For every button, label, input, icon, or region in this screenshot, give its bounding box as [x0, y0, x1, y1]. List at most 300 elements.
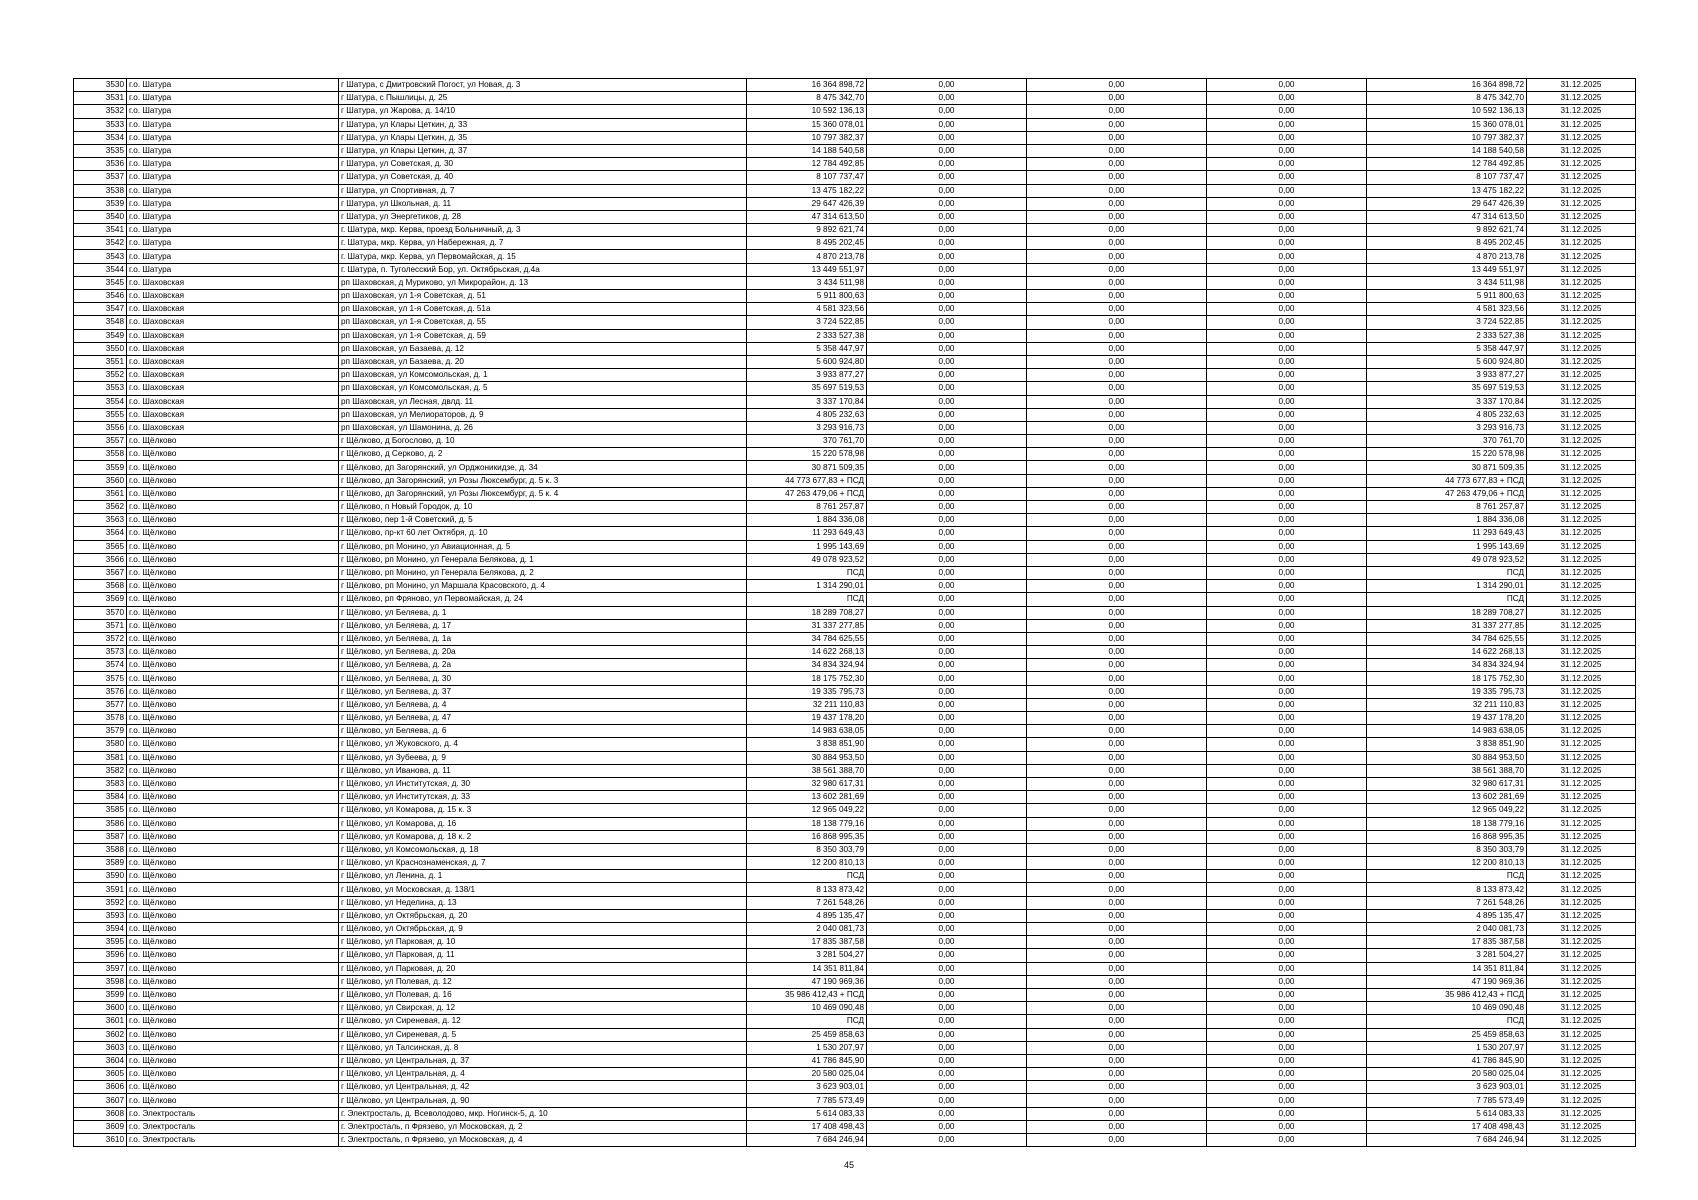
table-row: [74, 1028, 1636, 1041]
table-row: [74, 580, 1636, 593]
funds-cell-3: 0,00: [1207, 224, 1367, 237]
table-row: [74, 1094, 1636, 1107]
municipality-cell: г.о. Щёлково: [127, 843, 339, 856]
funds-cell-1: 0,00: [867, 1041, 1027, 1054]
address-cell: г Щёлково, ул Беляева, д. 20а: [339, 646, 747, 659]
total-cost-cell: 3 337 170,84: [747, 395, 867, 408]
table-row: [74, 276, 1636, 289]
funds-cell-2: 0,00: [1027, 1081, 1207, 1094]
funds-cell-2: 0,00: [1027, 263, 1207, 276]
owners-funds-cell: 30 884 953,50: [1367, 751, 1527, 764]
funds-cell-2: 0,00: [1027, 553, 1207, 566]
funds-cell-2: 0,00: [1027, 685, 1207, 698]
funds-cell-1: 0,00: [867, 619, 1027, 632]
row-number: 3563: [74, 514, 127, 527]
row-number: 3594: [74, 923, 127, 936]
funds-cell-2: 0,00: [1027, 751, 1207, 764]
funds-cell-2: 0,00: [1027, 329, 1207, 342]
funds-cell-3: 0,00: [1207, 118, 1367, 131]
owners-funds-cell: 2 333 527,38: [1367, 329, 1527, 342]
funds-cell-3: 0,00: [1207, 777, 1367, 790]
row-number: 3604: [74, 1054, 127, 1067]
row-number: 3600: [74, 1002, 127, 1015]
address-cell: г Щёлково, рп Монино, ул Генерала Белякова, д. 2: [339, 566, 747, 579]
funds-cell-3: 0,00: [1207, 1028, 1367, 1041]
total-cost-cell: 13 475 182,22: [747, 184, 867, 197]
table-row: [74, 316, 1636, 329]
address-cell: г Щёлково, ул Беляева, д. 4: [339, 698, 747, 711]
deadline-cell: 31.12.2025: [1527, 158, 1636, 171]
deadline-cell: 31.12.2025: [1527, 725, 1636, 738]
row-number: 3536: [74, 158, 127, 171]
funds-cell-2: 0,00: [1027, 408, 1207, 421]
table-row: [74, 224, 1636, 237]
funds-cell-3: 0,00: [1207, 962, 1367, 975]
address-cell: г Щёлково, ул Центральная, д. 37: [339, 1054, 747, 1067]
total-cost-cell: 29 647 426,39: [747, 197, 867, 210]
funds-cell-1: 0,00: [867, 1015, 1027, 1028]
row-number: 3531: [74, 92, 127, 105]
owners-funds-cell: 19 437 178,20: [1367, 712, 1527, 725]
municipality-cell: г.о. Шаховская: [127, 342, 339, 355]
address-cell: г Щёлково, ул Сиреневая, д. 12: [339, 1015, 747, 1028]
total-cost-cell: 1 314 290,01: [747, 580, 867, 593]
funds-cell-1: 0,00: [867, 751, 1027, 764]
municipality-cell: г.о. Щёлково: [127, 949, 339, 962]
owners-funds-cell: 32 211 110,83: [1367, 698, 1527, 711]
total-cost-cell: 9 892 621,74: [747, 224, 867, 237]
funds-cell-2: 0,00: [1027, 817, 1207, 830]
deadline-cell: 31.12.2025: [1527, 646, 1636, 659]
municipality-cell: г.о. Шатура: [127, 158, 339, 171]
funds-cell-3: 0,00: [1207, 1081, 1367, 1094]
row-number: 3546: [74, 290, 127, 303]
row-number: 3560: [74, 474, 127, 487]
deadline-cell: 31.12.2025: [1527, 936, 1636, 949]
table-row: [74, 698, 1636, 711]
municipality-cell: г.о. Щёлково: [127, 1081, 339, 1094]
total-cost-cell: ПСД: [747, 593, 867, 606]
total-cost-cell: 35 697 519,53: [747, 382, 867, 395]
municipality-cell: г.о. Щёлково: [127, 923, 339, 936]
municipality-cell: г.о. Щёлково: [127, 975, 339, 988]
table-row: [74, 527, 1636, 540]
funds-cell-2: 0,00: [1027, 342, 1207, 355]
table-row: [74, 1054, 1636, 1067]
funds-cell-2: 0,00: [1027, 461, 1207, 474]
municipality-cell: г.о. Шаховская: [127, 303, 339, 316]
row-number: 3532: [74, 105, 127, 118]
row-number: 3548: [74, 316, 127, 329]
funds-cell-1: 0,00: [867, 817, 1027, 830]
table-row: [74, 777, 1636, 790]
funds-cell-3: 0,00: [1207, 949, 1367, 962]
municipality-cell: г.о. Щёлково: [127, 514, 339, 527]
municipality-cell: г.о. Щёлково: [127, 830, 339, 843]
owners-funds-cell: 14 983 638,05: [1367, 725, 1527, 738]
funds-cell-3: 0,00: [1207, 804, 1367, 817]
total-cost-cell: ПСД: [747, 870, 867, 883]
deadline-cell: 31.12.2025: [1527, 580, 1636, 593]
row-number: 3575: [74, 672, 127, 685]
municipality-cell: г.о. Щёлково: [127, 1054, 339, 1067]
owners-funds-cell: 11 293 649,43: [1367, 527, 1527, 540]
row-number: 3597: [74, 962, 127, 975]
row-number: 3565: [74, 540, 127, 553]
funds-cell-3: 0,00: [1207, 158, 1367, 171]
address-cell: г Шатура, ул Советская, д. 40: [339, 171, 747, 184]
deadline-cell: 31.12.2025: [1527, 896, 1636, 909]
table-row: [74, 1015, 1636, 1028]
deadline-cell: 31.12.2025: [1527, 540, 1636, 553]
table-row: [74, 263, 1636, 276]
funds-cell-1: 0,00: [867, 355, 1027, 368]
funds-cell-2: 0,00: [1027, 1068, 1207, 1081]
funds-cell-3: 0,00: [1207, 712, 1367, 725]
owners-funds-cell: 8 350 303,79: [1367, 843, 1527, 856]
municipality-cell: г.о. Щёлково: [127, 540, 339, 553]
address-cell: г Щёлково, ул Институтская, д. 30: [339, 777, 747, 790]
funds-cell-3: 0,00: [1207, 144, 1367, 157]
owners-funds-cell: 9 892 621,74: [1367, 224, 1527, 237]
owners-funds-cell: 13 602 281,69: [1367, 791, 1527, 804]
table-row: [74, 408, 1636, 421]
deadline-cell: 31.12.2025: [1527, 342, 1636, 355]
funds-cell-2: 0,00: [1027, 593, 1207, 606]
address-cell: г Щёлково, ул Беляева, д. 30: [339, 672, 747, 685]
address-cell: г Щёлково, дп Загорянский, ул Орджоникидзе, д. 34: [339, 461, 747, 474]
table-row: [74, 751, 1636, 764]
row-number: 3544: [74, 263, 127, 276]
funds-cell-2: 0,00: [1027, 224, 1207, 237]
funds-cell-2: 0,00: [1027, 619, 1207, 632]
funds-cell-2: 0,00: [1027, 514, 1207, 527]
owners-funds-cell: 3 293 916,73: [1367, 421, 1527, 434]
funds-cell-2: 0,00: [1027, 276, 1207, 289]
funds-cell-2: 0,00: [1027, 369, 1207, 382]
deadline-cell: 31.12.2025: [1527, 92, 1636, 105]
address-cell: г Шатура, ул Клары Цеткин, д. 33: [339, 118, 747, 131]
funds-cell-2: 0,00: [1027, 923, 1207, 936]
address-cell: г Щёлково, ул Ленина, д. 1: [339, 870, 747, 883]
page-number: 45: [843, 1160, 854, 1170]
owners-funds-cell: 3 933 877,27: [1367, 369, 1527, 382]
deadline-cell: 31.12.2025: [1527, 1041, 1636, 1054]
deadline-cell: 31.12.2025: [1527, 804, 1636, 817]
funds-cell-3: 0,00: [1207, 870, 1367, 883]
address-cell: г Щёлково, ул Беляева, д. 2а: [339, 659, 747, 672]
table-row: [74, 857, 1636, 870]
municipality-cell: г.о. Шатура: [127, 184, 339, 197]
funds-cell-1: 0,00: [867, 606, 1027, 619]
total-cost-cell: 3 293 916,73: [747, 421, 867, 434]
deadline-cell: 31.12.2025: [1527, 738, 1636, 751]
row-number: 3555: [74, 408, 127, 421]
funds-cell-1: 0,00: [867, 975, 1027, 988]
total-cost-cell: 7 261 548,26: [747, 896, 867, 909]
owners-funds-cell: 7 785 573,49: [1367, 1094, 1527, 1107]
owners-funds-cell: 44 773 677,83 + ПСД: [1367, 474, 1527, 487]
funds-cell-2: 0,00: [1027, 870, 1207, 883]
row-number: 3576: [74, 685, 127, 698]
table-row: [74, 342, 1636, 355]
row-number: 3557: [74, 435, 127, 448]
address-cell: г Щёлково, д Богослово, д. 10: [339, 435, 747, 448]
funds-cell-2: 0,00: [1027, 1134, 1207, 1147]
table-row: [74, 1134, 1636, 1147]
funds-cell-1: 0,00: [867, 646, 1027, 659]
table-row: [74, 632, 1636, 645]
address-cell: г Шатура, ул Клары Цеткин, д. 37: [339, 144, 747, 157]
total-cost-cell: 35 986 412,43 + ПСД: [747, 988, 867, 1001]
table-row: [74, 197, 1636, 210]
funds-cell-2: 0,00: [1027, 962, 1207, 975]
municipality-cell: г.о. Щёлково: [127, 777, 339, 790]
funds-cell-2: 0,00: [1027, 210, 1207, 223]
address-cell: г Щёлково, рп Монино, ул Авиационная, д. 5: [339, 540, 747, 553]
address-cell: г Щёлково, рп Монино, ул Маршала Красовского, д. 4: [339, 580, 747, 593]
address-cell: г Щёлково, ул Краснознаменская, д. 7: [339, 857, 747, 870]
funds-cell-2: 0,00: [1027, 237, 1207, 250]
row-number: 3562: [74, 501, 127, 514]
funds-cell-3: 0,00: [1207, 527, 1367, 540]
deadline-cell: 31.12.2025: [1527, 250, 1636, 263]
address-cell: г Щёлково, ул Свирская, д. 12: [339, 1002, 747, 1015]
total-cost-cell: 16 364 898,72: [747, 79, 867, 92]
owners-funds-cell: 17 408 498,43: [1367, 1120, 1527, 1133]
owners-funds-cell: 12 784 492,85: [1367, 158, 1527, 171]
deadline-cell: 31.12.2025: [1527, 79, 1636, 92]
total-cost-cell: 25 459 858,63: [747, 1028, 867, 1041]
deadline-cell: 31.12.2025: [1527, 144, 1636, 157]
row-number: 3601: [74, 1015, 127, 1028]
owners-funds-cell: 38 561 388,70: [1367, 764, 1527, 777]
municipality-cell: г.о. Щёлково: [127, 817, 339, 830]
total-cost-cell: 8 107 737,47: [747, 171, 867, 184]
funds-cell-2: 0,00: [1027, 1028, 1207, 1041]
funds-cell-3: 0,00: [1207, 659, 1367, 672]
funds-cell-1: 0,00: [867, 408, 1027, 421]
deadline-cell: 31.12.2025: [1527, 659, 1636, 672]
address-cell: г Шатура, ул Жарова, д. 14/10: [339, 105, 747, 118]
row-number: 3559: [74, 461, 127, 474]
deadline-cell: 31.12.2025: [1527, 276, 1636, 289]
table-row: [74, 461, 1636, 474]
municipality-cell: г.о. Щёлково: [127, 474, 339, 487]
table-row: [74, 896, 1636, 909]
address-cell: г. Шатура, п. Туголесский Бор, ул. Октябрьская, д.4а: [339, 263, 747, 276]
funds-cell-1: 0,00: [867, 342, 1027, 355]
municipality-cell: г.о. Шатура: [127, 197, 339, 210]
funds-cell-2: 0,00: [1027, 540, 1207, 553]
funds-cell-1: 0,00: [867, 843, 1027, 856]
row-number: 3534: [74, 131, 127, 144]
table-row: [74, 619, 1636, 632]
deadline-cell: 31.12.2025: [1527, 197, 1636, 210]
address-cell: рп Шаховская, ул Мелиораторов, д. 9: [339, 408, 747, 421]
municipality-cell: г.о. Щёлково: [127, 527, 339, 540]
deadline-cell: 31.12.2025: [1527, 184, 1636, 197]
table-row: [74, 382, 1636, 395]
funds-cell-2: 0,00: [1027, 672, 1207, 685]
address-cell: г Шатура, ул Школьная, д. 11: [339, 197, 747, 210]
funds-cell-3: 0,00: [1207, 474, 1367, 487]
funds-cell-1: 0,00: [867, 857, 1027, 870]
total-cost-cell: 8 133 873,42: [747, 883, 867, 896]
owners-funds-cell: 3 337 170,84: [1367, 395, 1527, 408]
owners-funds-cell: 5 911 800,63: [1367, 290, 1527, 303]
total-cost-cell: 5 614 083,33: [747, 1107, 867, 1120]
funds-cell-3: 0,00: [1207, 566, 1367, 579]
deadline-cell: 31.12.2025: [1527, 593, 1636, 606]
funds-cell-3: 0,00: [1207, 131, 1367, 144]
table-row: [74, 975, 1636, 988]
funds-cell-1: 0,00: [867, 659, 1027, 672]
deadline-cell: 31.12.2025: [1527, 290, 1636, 303]
total-cost-cell: 13 602 281,69: [747, 791, 867, 804]
deadline-cell: 31.12.2025: [1527, 764, 1636, 777]
funds-cell-3: 0,00: [1207, 1002, 1367, 1015]
funds-cell-1: 0,00: [867, 435, 1027, 448]
funds-cell-2: 0,00: [1027, 804, 1207, 817]
funds-cell-3: 0,00: [1207, 382, 1367, 395]
owners-funds-cell: 5 358 447,97: [1367, 342, 1527, 355]
deadline-cell: 31.12.2025: [1527, 1054, 1636, 1067]
funds-cell-2: 0,00: [1027, 184, 1207, 197]
municipality-cell: г.о. Электросталь: [127, 1134, 339, 1147]
row-number: 3598: [74, 975, 127, 988]
municipality-cell: г.о. Шаховская: [127, 290, 339, 303]
funds-cell-1: 0,00: [867, 1134, 1027, 1147]
municipality-cell: г.о. Щёлково: [127, 712, 339, 725]
funds-cell-3: 0,00: [1207, 369, 1367, 382]
row-number: 3545: [74, 276, 127, 289]
municipality-cell: г.о. Шатура: [127, 144, 339, 157]
municipality-cell: г.о. Шатура: [127, 92, 339, 105]
total-cost-cell: 34 834 324,94: [747, 659, 867, 672]
funds-cell-3: 0,00: [1207, 237, 1367, 250]
owners-funds-cell: 3 281 504,27: [1367, 949, 1527, 962]
deadline-cell: 31.12.2025: [1527, 527, 1636, 540]
deadline-cell: 31.12.2025: [1527, 685, 1636, 698]
address-cell: рп Шаховская, д Муриково, ул Микрорайон, д. 13: [339, 276, 747, 289]
deadline-cell: 31.12.2025: [1527, 501, 1636, 514]
funds-cell-1: 0,00: [867, 738, 1027, 751]
row-number: 3549: [74, 329, 127, 342]
funds-cell-3: 0,00: [1207, 342, 1367, 355]
owners-funds-cell: 10 797 382,37: [1367, 131, 1527, 144]
funds-cell-1: 0,00: [867, 936, 1027, 949]
table-row: [74, 1120, 1636, 1133]
address-cell: г. Электросталь, п Фрязево, ул Московская, д. 4: [339, 1134, 747, 1147]
table-row: [74, 659, 1636, 672]
deadline-cell: 31.12.2025: [1527, 487, 1636, 500]
table-row: [74, 593, 1636, 606]
owners-funds-cell: 4 870 213,78: [1367, 250, 1527, 263]
address-cell: г Щёлково, ул Парковая, д. 20: [339, 962, 747, 975]
funds-cell-2: 0,00: [1027, 131, 1207, 144]
total-cost-cell: 5 911 800,63: [747, 290, 867, 303]
municipality-cell: г.о. Щёлково: [127, 646, 339, 659]
total-cost-cell: 2 040 081,73: [747, 923, 867, 936]
deadline-cell: 31.12.2025: [1527, 210, 1636, 223]
table-row: [74, 540, 1636, 553]
funds-cell-2: 0,00: [1027, 79, 1207, 92]
funds-cell-1: 0,00: [867, 105, 1027, 118]
funds-cell-3: 0,00: [1207, 923, 1367, 936]
municipality-cell: г.о. Шатура: [127, 171, 339, 184]
funds-cell-1: 0,00: [867, 777, 1027, 790]
total-cost-cell: 3 933 877,27: [747, 369, 867, 382]
address-cell: г Щёлково, ул Талсинская, д. 8: [339, 1041, 747, 1054]
funds-cell-1: 0,00: [867, 421, 1027, 434]
row-number: 3533: [74, 118, 127, 131]
funds-cell-2: 0,00: [1027, 632, 1207, 645]
deadline-cell: 31.12.2025: [1527, 303, 1636, 316]
total-cost-cell: 20 580 025,04: [747, 1068, 867, 1081]
funds-cell-2: 0,00: [1027, 1015, 1207, 1028]
row-number: 3564: [74, 527, 127, 540]
municipality-cell: г.о. Шатура: [127, 131, 339, 144]
deadline-cell: 31.12.2025: [1527, 923, 1636, 936]
funds-cell-3: 0,00: [1207, 975, 1367, 988]
table-row: [74, 949, 1636, 962]
total-cost-cell: 44 773 677,83 + ПСД: [747, 474, 867, 487]
deadline-cell: 31.12.2025: [1527, 712, 1636, 725]
funds-cell-2: 0,00: [1027, 395, 1207, 408]
deadline-cell: 31.12.2025: [1527, 514, 1636, 527]
row-number: 3570: [74, 606, 127, 619]
row-number: 3566: [74, 553, 127, 566]
total-cost-cell: 8 475 342,70: [747, 92, 867, 105]
municipality-cell: г.о. Щёлково: [127, 580, 339, 593]
deadline-cell: 31.12.2025: [1527, 777, 1636, 790]
total-cost-cell: 3 838 851,90: [747, 738, 867, 751]
table-row: [74, 738, 1636, 751]
row-number: 3584: [74, 791, 127, 804]
owners-funds-cell: 4 581 323,56: [1367, 303, 1527, 316]
address-cell: г Щёлково, ул Сиреневая, д. 5: [339, 1028, 747, 1041]
address-cell: г Шатура, ул Советская, д. 30: [339, 158, 747, 171]
municipality-cell: г.о. Щёлково: [127, 698, 339, 711]
row-number: 3581: [74, 751, 127, 764]
municipality-cell: г.о. Шаховская: [127, 395, 339, 408]
row-number: 3571: [74, 619, 127, 632]
municipality-cell: г.о. Щёлково: [127, 870, 339, 883]
row-number: 3589: [74, 857, 127, 870]
table-row: [74, 909, 1636, 922]
deadline-cell: 31.12.2025: [1527, 369, 1636, 382]
municipality-cell: г.о. Щёлково: [127, 1094, 339, 1107]
municipality-cell: г.о. Шаховская: [127, 369, 339, 382]
owners-funds-cell: 41 786 845,90: [1367, 1054, 1527, 1067]
funds-cell-1: 0,00: [867, 553, 1027, 566]
address-cell: г Щёлково, ул Институтская, д. 33: [339, 791, 747, 804]
deadline-cell: 31.12.2025: [1527, 171, 1636, 184]
table-body: [74, 79, 1636, 1147]
total-cost-cell: 18 175 752,30: [747, 672, 867, 685]
owners-funds-cell: 34 784 625,55: [1367, 632, 1527, 645]
funds-cell-1: 0,00: [867, 92, 1027, 105]
funds-cell-2: 0,00: [1027, 830, 1207, 843]
deadline-cell: 31.12.2025: [1527, 461, 1636, 474]
total-cost-cell: 14 622 268,13: [747, 646, 867, 659]
total-cost-cell: 13 449 551,97: [747, 263, 867, 276]
row-number: 3586: [74, 817, 127, 830]
total-cost-cell: 1 530 207,97: [747, 1041, 867, 1054]
row-number: 3538: [74, 184, 127, 197]
row-number: 3567: [74, 566, 127, 579]
